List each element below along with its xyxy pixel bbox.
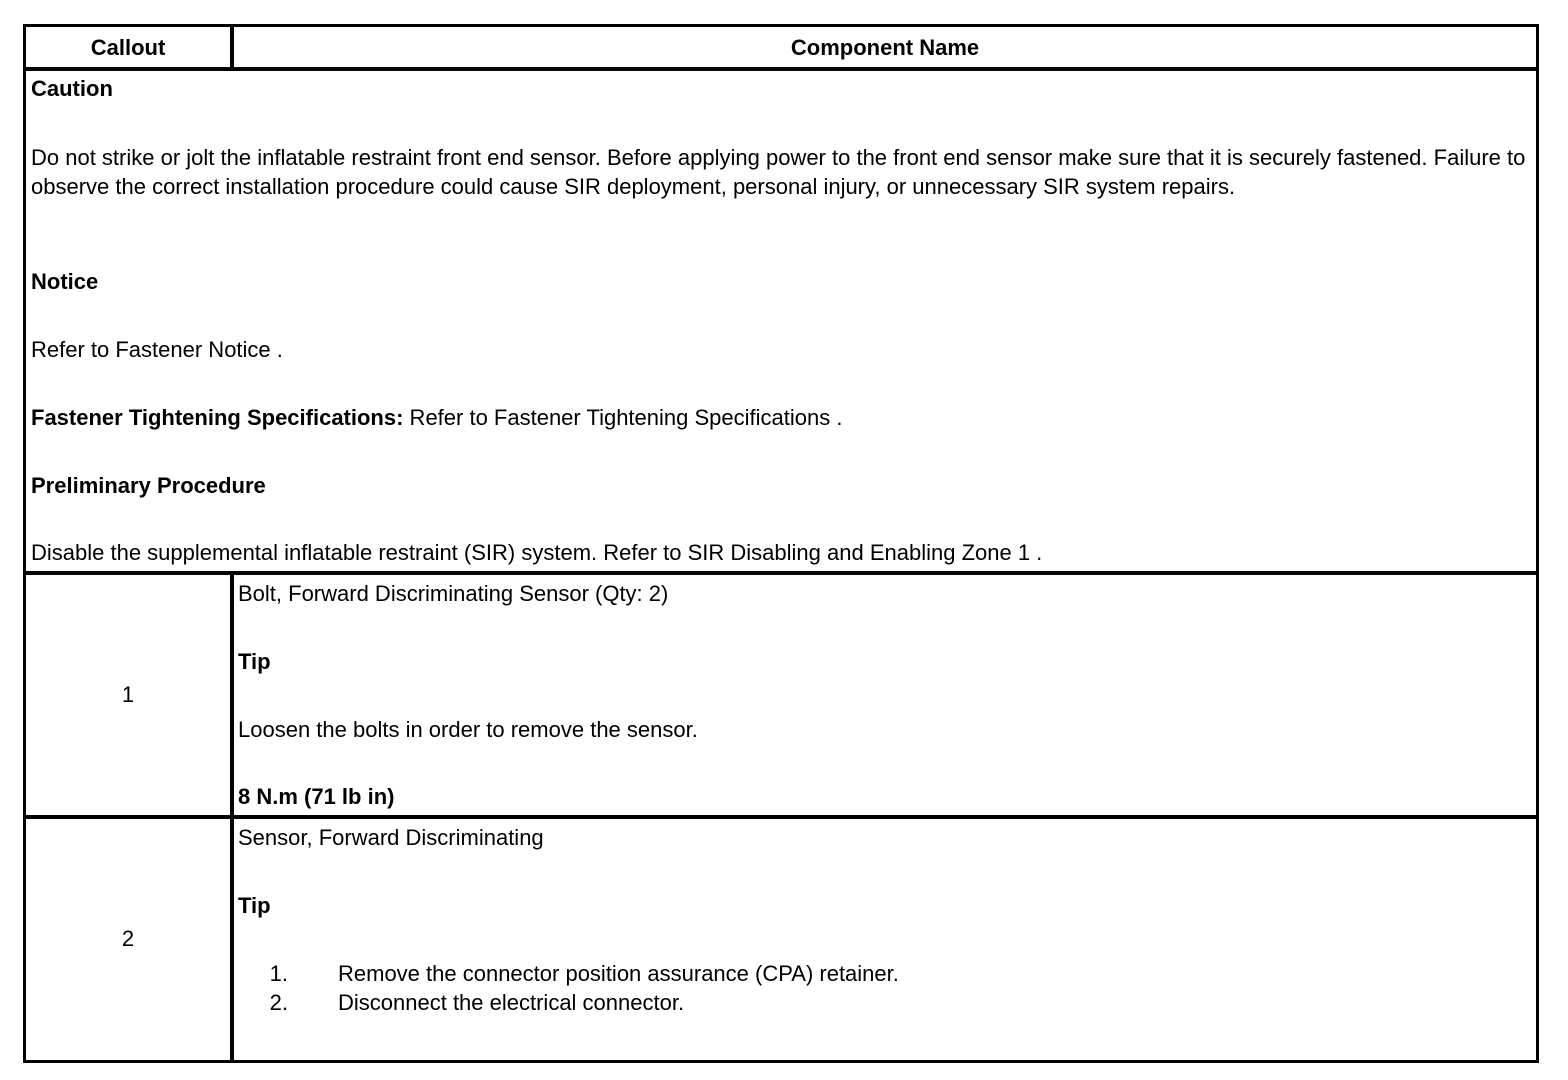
notice-text: Refer to Fastener Notice . <box>31 337 283 362</box>
row1-bottom-line <box>26 815 1536 819</box>
row1-tip-heading: Tip <box>238 649 271 674</box>
caution-text: Do not strike or jolt the inflatable restraint front end sensor. Before applying power to the front end sensor make sure that it is securely fastened. Failure to observe the correct installation procedure could cause SIR deployment, personal injury, or unnecessary SIR system repairs. <box>31 145 1526 199</box>
row2-step-1 <box>238 959 899 988</box>
header-callout: Callout <box>90 35 166 60</box>
fastener-spec-text: Refer to Fastener Tightening Specifications . <box>403 405 843 430</box>
step-text: Remove the connector position assurance (CPA) retainer. <box>338 961 899 986</box>
row2-component: Sensor, Forward Discriminating <box>238 825 544 850</box>
intro-bottom-line <box>26 571 1536 575</box>
step-number: 2. <box>269 990 288 1015</box>
preliminary-heading: Preliminary Procedure <box>31 473 266 498</box>
row2-callout: 2 <box>121 926 135 951</box>
row2-step-2 <box>238 988 684 1017</box>
component-table <box>23 24 1539 1063</box>
row1-tip-text: Loosen the bolts in order to remove the sensor. <box>238 717 698 742</box>
header-bottom-line <box>26 67 1536 71</box>
step-number: 1. <box>269 961 288 986</box>
step-text: Disconnect the electrical connector. <box>338 990 685 1015</box>
caution-heading: Caution <box>31 76 113 101</box>
fastener-spec-label: Fastener Tightening Specifications: <box>31 405 404 430</box>
row1-torque: 8 N.m (71 lb in) <box>238 784 395 809</box>
notice-heading: Notice <box>31 269 99 294</box>
header-component-name: Component Name <box>790 35 980 60</box>
fastener-spec-line <box>31 403 842 432</box>
preliminary-text: Disable the supplemental inflatable restraint (SIR) system. Refer to SIR Disabling and Enabling Zone 1 . <box>31 540 1043 565</box>
row2-tip-heading: Tip <box>238 893 271 918</box>
row1-callout: 1 <box>121 682 135 707</box>
row1-component: Bolt, Forward Discriminating Sensor (Qty: 2) <box>238 581 669 606</box>
